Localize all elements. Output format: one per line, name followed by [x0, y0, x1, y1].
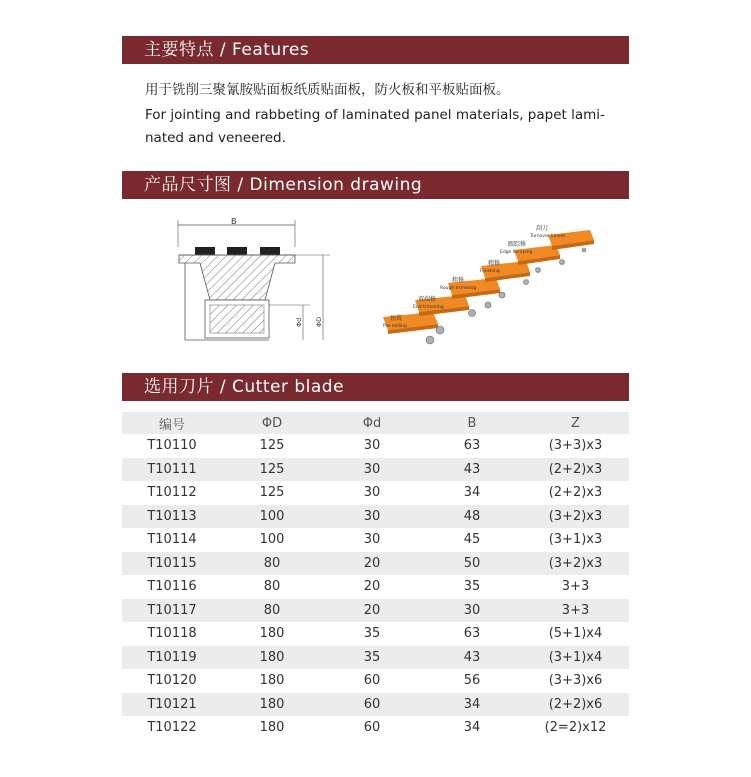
cell-inner-diameter: 30 [363, 508, 381, 524]
cell-outer-diameter: 180 [259, 649, 285, 665]
step-1-en: Pre-milling [383, 324, 407, 329]
cutter-table [122, 412, 629, 740]
features-text-en-1: For jointing and rabbeting of laminated panel materials, papet lami- [145, 107, 605, 123]
table-row [122, 505, 629, 529]
label-d: Φd [295, 317, 303, 327]
cell-code: T10120 [147, 673, 197, 689]
process-diagram [378, 220, 608, 350]
cell-code: T10112 [147, 485, 197, 501]
cell-code: T10118 [147, 626, 197, 642]
cell-outer-diameter: 80 [263, 579, 281, 595]
table-header-row [122, 412, 629, 434]
cell-width: 63 [463, 438, 481, 454]
table-row [122, 434, 629, 458]
label-bigd: ΦD [315, 316, 323, 327]
cell-code: T10116 [147, 579, 197, 595]
cell-width: 43 [463, 461, 481, 477]
cell-width: 63 [463, 626, 481, 642]
table-row [122, 646, 629, 670]
cell-outer-diameter: 100 [259, 508, 285, 524]
col-header-code: 编号 [158, 417, 185, 433]
cell-teeth: (3+2)x3 [548, 508, 603, 524]
cell-inner-diameter: 30 [363, 438, 381, 454]
cell-code: T10117 [147, 602, 197, 618]
cell-code: T10121 [147, 696, 197, 712]
cell-width: 45 [463, 532, 481, 548]
cell-teeth: (3+3)x3 [548, 438, 603, 454]
cell-width: 43 [463, 649, 481, 665]
cell-code: T10119 [147, 649, 197, 665]
cell-teeth: (3+2)x3 [548, 555, 603, 571]
cell-width: 56 [463, 673, 481, 689]
cell-teeth: 3+3 [561, 579, 590, 595]
col-header-teeth: Z [571, 415, 580, 431]
table-row [122, 575, 629, 599]
step-3-cn: 粗修 [452, 277, 465, 284]
step-5-cn: 跟踪修 [508, 241, 527, 248]
cell-teeth: (5+1)x4 [548, 626, 603, 642]
cell-teeth: (2+2)x3 [548, 461, 603, 477]
step-1-cn: 预铣 [390, 315, 403, 322]
cell-code: T10114 [147, 532, 197, 548]
cell-width: 34 [463, 720, 481, 736]
features-text-cn: 用于铣削三聚氰胺贴面板纸质贴面板，防火板和平板贴面板。 [145, 82, 510, 98]
dimension-header: 产品尺寸图 / Dimension drawing [122, 171, 629, 199]
cell-outer-diameter: 125 [259, 461, 285, 477]
dimension-drawing [165, 215, 340, 345]
cell-teeth: 3+3 [561, 602, 590, 618]
step-6-cn: 刮刀 [536, 225, 549, 232]
table-row [122, 481, 629, 505]
cell-outer-diameter: 180 [259, 626, 285, 642]
table-body [122, 434, 629, 740]
table-row [122, 693, 629, 717]
step-2-cn: 双端修 [418, 296, 437, 303]
table-row [122, 528, 629, 552]
cell-inner-diameter: 30 [363, 485, 381, 501]
cell-inner-diameter: 60 [363, 673, 381, 689]
cell-width: 48 [463, 508, 481, 524]
cell-inner-diameter: 60 [363, 696, 381, 712]
col-header-inner-diameter: Φd [362, 415, 382, 431]
table-row [122, 669, 629, 693]
cell-inner-diameter: 20 [363, 579, 381, 595]
cell-code: T10113 [147, 508, 197, 524]
cell-width: 35 [463, 579, 481, 595]
cell-width: 34 [463, 485, 481, 501]
cell-teeth: (2+2)x6 [548, 696, 603, 712]
cell-inner-diameter: 20 [363, 555, 381, 571]
col-header-outer-diameter: ΦD [261, 415, 283, 431]
cell-teeth: (2=2)x12 [544, 720, 607, 736]
cell-code: T10115 [147, 555, 197, 571]
step-4-en: Finishing [480, 269, 500, 274]
step-3-en: Rough trimming [440, 286, 477, 291]
cell-inner-diameter: 35 [363, 626, 381, 642]
process-boards [383, 230, 594, 334]
cell-outer-diameter: 100 [259, 532, 285, 548]
table-row [122, 716, 629, 740]
features-text-en-2: nated and veneered. [145, 130, 286, 146]
cell-code: T10110 [147, 438, 197, 454]
features-header: 主要特点 / Features [122, 36, 629, 64]
cell-outer-diameter: 125 [259, 485, 285, 501]
table-row [122, 552, 629, 576]
cell-inner-diameter: 35 [363, 649, 381, 665]
cell-outer-diameter: 180 [259, 673, 285, 689]
cell-inner-diameter: 60 [363, 720, 381, 736]
cell-inner-diameter: 20 [363, 602, 381, 618]
cell-code: T10122 [147, 720, 197, 736]
cell-inner-diameter: 30 [363, 461, 381, 477]
table-row [122, 458, 629, 482]
table-row [122, 622, 629, 646]
cell-outer-diameter: 125 [259, 438, 285, 454]
step-5-en: Edge Scraping [500, 250, 533, 255]
cell-outer-diameter: 180 [259, 720, 285, 736]
cell-teeth: (3+1)x3 [548, 532, 603, 548]
cell-width: 34 [463, 696, 481, 712]
process-cutters [426, 248, 586, 344]
cell-code: T10111 [147, 461, 197, 477]
col-header-width: B [467, 415, 477, 431]
table-row [122, 599, 629, 623]
cell-width: 50 [463, 555, 481, 571]
cell-inner-diameter: 30 [363, 532, 381, 548]
cutter-header: 选用刀片 / Cutter blade [122, 373, 629, 401]
step-4-cn: 精修 [488, 260, 501, 267]
cell-outer-diameter: 180 [259, 696, 285, 712]
cell-teeth: (3+1)x4 [548, 649, 603, 665]
cell-teeth: (3+3)x6 [548, 673, 603, 689]
step-2-en: End trimming [413, 305, 444, 310]
step-6-en: Turnover knives [530, 234, 566, 239]
cell-teeth: (2+2)x3 [548, 485, 603, 501]
label-b: B [231, 217, 237, 226]
cell-outer-diameter: 80 [263, 555, 281, 571]
cell-width: 30 [463, 602, 481, 618]
cell-outer-diameter: 80 [263, 602, 281, 618]
